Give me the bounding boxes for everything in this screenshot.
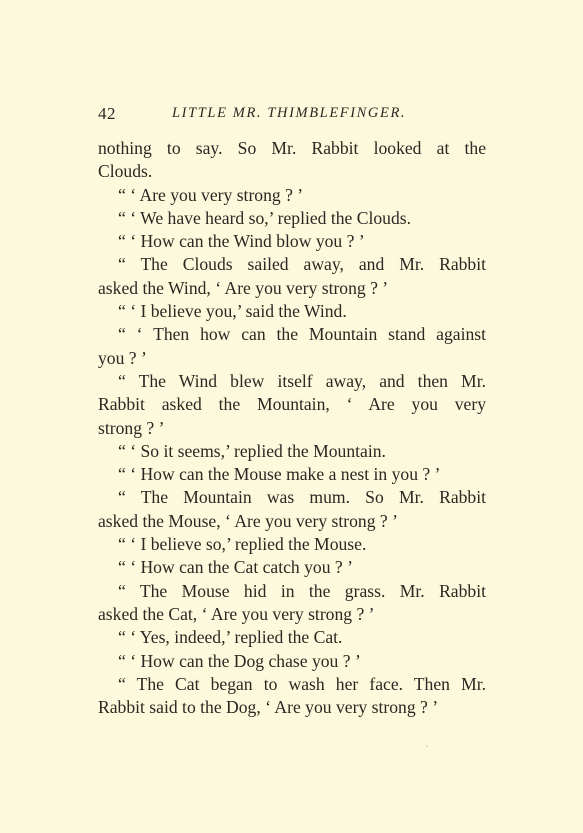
text-line: asked the Wind, ‘ Are you very strong ? ’ — [98, 277, 389, 298]
text-line: asked the Cat, ‘ Are you very strong ? ’ — [98, 603, 375, 624]
text-line: “ The Wind blew itself away, and then Mr. — [118, 370, 486, 391]
text-line: “ ‘ How can the Cat catch you ? ’ — [118, 557, 353, 578]
text-line: nothing to say. So Mr. Rabbit looked at the — [98, 138, 486, 158]
text-line: you ? ’ — [98, 347, 147, 368]
text-line: “ ‘ Yes, indeed,’ replied the Cat. — [118, 627, 343, 648]
text-line: Rabbit said to the Dog, ‘ Are you very strong ? ’ — [98, 697, 439, 718]
text-line: “ The Clouds sailed away, and Mr. Rabbit — [118, 254, 486, 275]
running-title: LITTLE MR. THIMBLEFINGER. — [172, 105, 407, 121]
body-text — [98, 137, 486, 719]
text-line: “ ‘ Are you very strong ? ’ — [118, 184, 304, 205]
text-line: “ The Mouse hid in the grass. Mr. Rabbit — [118, 580, 486, 601]
paper-speck — [426, 745, 428, 747]
text-line: “ ‘ So it seems,’ replied the Mountain. — [118, 440, 386, 461]
text-line: Rabbit asked the Mountain, ‘ Are you very — [98, 394, 486, 415]
text-line: Clouds. — [98, 161, 153, 182]
text-line: “ ‘ I believe so,’ replied the Mouse. — [118, 534, 367, 555]
page-header — [98, 104, 488, 128]
text-line: “ ‘ I believe you,’ said the Wind. — [118, 301, 347, 322]
text-line: “ ‘ Then how can the Mountain stand against — [118, 324, 486, 345]
text-line: “ The Mountain was mum. So Mr. Rabbit — [118, 487, 486, 508]
text-line: asked the Mouse, ‘ Are you very strong ? ’ — [98, 510, 398, 531]
text-line: “ ‘ How can the Mouse make a nest in you ? ’ — [118, 464, 441, 485]
text-line: “ ‘ How can the Dog chase you ? ’ — [118, 650, 361, 671]
text-line: “ ‘ How can the Wind blow you ? ’ — [118, 231, 365, 252]
page-number: 42 — [98, 104, 116, 123]
text-line: “ The Cat began to wash her face. Then Mr. — [118, 673, 486, 694]
text-line: “ ‘ We have heard so,’ replied the Clouds. — [118, 207, 412, 228]
text-line: strong ? ’ — [98, 417, 165, 438]
